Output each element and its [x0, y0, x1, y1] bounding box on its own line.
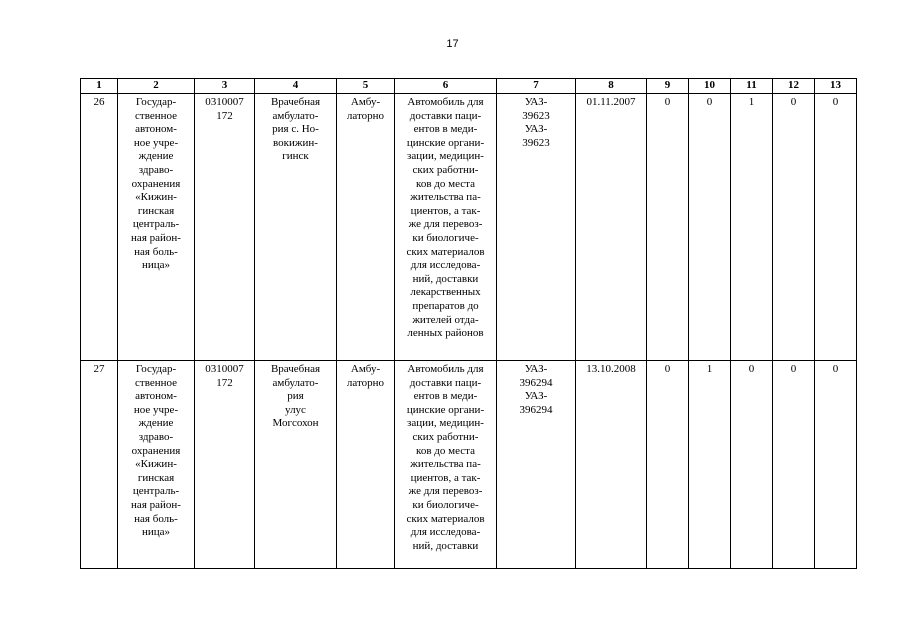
cell-model: УАЗ- 39623 УАЗ- 39623	[497, 94, 576, 361]
col-header-4: 4	[255, 79, 337, 94]
cell-num: 26	[81, 94, 118, 361]
cell-col9: 0	[647, 94, 689, 361]
vehicle-table	[80, 78, 857, 569]
page-number: 17	[446, 38, 459, 50]
cell-facility: Врачебная амбулато- рия с. Но- вокижин- гинск	[255, 94, 337, 361]
col-header-3: 3	[195, 79, 255, 94]
table-row	[81, 361, 857, 569]
cell-model: УАЗ- 396294 УАЗ- 396294	[497, 361, 576, 569]
cell-institution: Государ- ственное автоном- ное учре- ждение здраво- охранения «Кижин- гинская централь- ная район- ная боль- ница»	[118, 361, 195, 569]
cell-purpose: Автомобиль для доставки паци- ентов в меди- цинские органи- зации, медицин- ских работни- ков до места жительства па- циентов, а так- же для перевоз- ки биологиче- ских материалов для исследова- ний, доставки лекарственных препаратов до жителей отда- ленных районов	[395, 94, 497, 361]
col-header-6: 6	[395, 79, 497, 94]
cell-col11: 0	[731, 361, 773, 569]
col-header-1: 1	[81, 79, 118, 94]
cell-col13: 0	[815, 94, 857, 361]
col-header-8: 8	[576, 79, 647, 94]
col-header-7: 7	[497, 79, 576, 94]
cell-type: Амбу- латорно	[337, 361, 395, 569]
cell-type: Амбу- латорно	[337, 94, 395, 361]
cell-col12: 0	[773, 94, 815, 361]
cell-code: 0310007 172	[195, 94, 255, 361]
cell-col10: 1	[689, 361, 731, 569]
table-header-row	[81, 79, 857, 94]
cell-date: 01.11.2007	[576, 94, 647, 361]
col-header-9: 9	[647, 79, 689, 94]
cell-institution: Государ- ственное автоном- ное учре- ждение здраво- охранения «Кижин- гинская централь- ная район- ная боль- ница»	[118, 94, 195, 361]
cell-col13: 0	[815, 361, 857, 569]
col-header-2: 2	[118, 79, 195, 94]
cell-date: 13.10.2008	[576, 361, 647, 569]
cell-facility: Врачебная амбулато- рия улус Могсохон	[255, 361, 337, 569]
cell-col9: 0	[647, 361, 689, 569]
col-header-11: 11	[731, 79, 773, 94]
cell-col12: 0	[773, 361, 815, 569]
cell-code: 0310007 172	[195, 361, 255, 569]
table-row	[81, 94, 857, 361]
cell-col10: 0	[689, 94, 731, 361]
cell-col11: 1	[731, 94, 773, 361]
col-header-13: 13	[815, 79, 857, 94]
cell-purpose: Автомобиль для доставки паци- ентов в меди- цинские органи- зации, медицин- ских работни- ков до места жительства па- циентов, а так- же для перевоз- ки биологиче- ских материалов для исследова- ний, доставки	[395, 361, 497, 569]
col-header-5: 5	[337, 79, 395, 94]
col-header-12: 12	[773, 79, 815, 94]
cell-num: 27	[81, 361, 118, 569]
col-header-10: 10	[689, 79, 731, 94]
